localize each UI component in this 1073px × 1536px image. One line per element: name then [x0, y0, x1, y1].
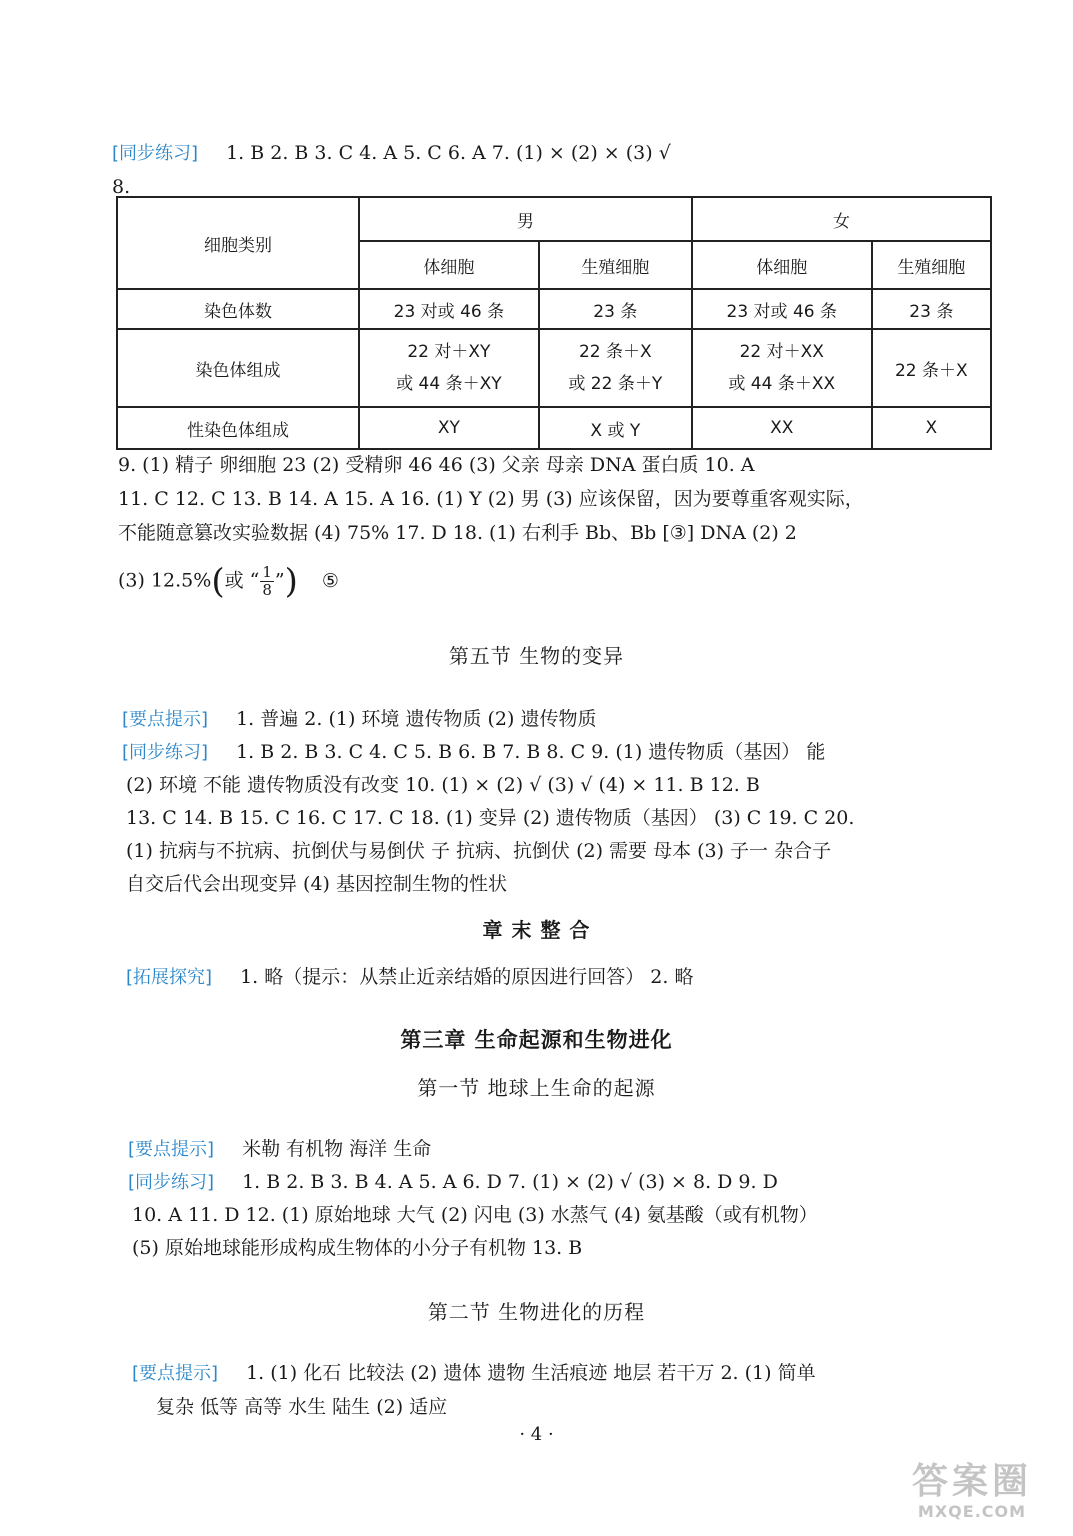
cell-line: 22 对＋XX — [739, 342, 824, 362]
answer-text: 1. 普遍 2. (1) 环境 遗传物质 (2) 遗传物质 — [236, 708, 597, 730]
answer-text: (3) 12.5% — [118, 569, 212, 592]
answer-text: 1. B 2. B 3. C 4. A 5. C 6. A 7. (1) × (2) × (3) √ — [226, 142, 671, 164]
fraction-numerator: 1 — [262, 563, 272, 581]
sync-practice-line-1 — [112, 140, 671, 167]
answer-line: 自交后代会出现变异 (4) 基因控制生物的性状 — [126, 873, 507, 895]
table-subheader: 生殖细胞 — [539, 241, 692, 289]
answer-line: 13. C 14. B 15. C 16. C 17. C 18. (1) 变异 (2) 遗传物质（基因） (3) C 19. C 20. — [126, 807, 855, 829]
answer-line: 11. C 12. C 13. B 14. A 15. A 16. (1) Y (2) 男 (3) 应该保留，因为要尊重客观实际， — [118, 488, 864, 510]
section-tag: [同步练习] — [122, 742, 209, 763]
circled-answer: ⑤ — [321, 569, 339, 592]
answer-text: 1. B 2. B 3. C 4. C 5. B 6. B 7. B 8. C 9. (1) 遗传物质（基因） 能 — [236, 741, 826, 763]
cell-line: 22 对＋XY — [407, 342, 491, 362]
answer-text: 1. (1) 化石 比较法 (2) 遗体 遗物 生活痕迹 地层 若干万 2. (1) 简单 — [246, 1362, 816, 1384]
fraction — [260, 564, 274, 599]
cell-line: 或 44 条＋XX — [728, 374, 836, 394]
table-cell — [539, 329, 692, 407]
extension-line — [126, 964, 693, 991]
cell-line: 22 条＋X — [894, 360, 968, 381]
answer-text: ” — [274, 569, 285, 592]
answer-text: 1. 略（提示：从禁止近亲结婚的原因进行回答） 2. 略 — [240, 966, 694, 988]
page-number: · 4 · — [519, 1424, 554, 1445]
cell-line: 22 条＋X — [578, 342, 652, 362]
answer-line: 不能随意篡改实验数据 (4) 75% 17. D 18. (1) 右利手 Bb、Bb [③] DNA (2) 2 — [118, 522, 797, 544]
table-cell — [872, 329, 991, 407]
section-tag: [要点提示] — [132, 1363, 219, 1384]
key-points-line — [122, 706, 596, 733]
question-8-label: 8. — [112, 176, 131, 198]
section-tag: [拓展探究] — [126, 967, 213, 988]
table-header-male: 男 — [359, 197, 692, 241]
section-tag: [要点提示] — [128, 1139, 215, 1160]
fraction-denominator: 8 — [262, 581, 272, 599]
table-cell: X — [872, 407, 991, 449]
table-cell — [359, 329, 539, 407]
answer-line: (1) 抗病与不抗病、抗倒伏与易倒伏 子 抗病、抗倒伏 (2) 需要 母本 (3) 子一 杂合子 — [126, 840, 832, 862]
table-cell: 23 条 — [539, 289, 692, 329]
table-corner-header: 细胞类别 — [117, 197, 359, 289]
table-cell: 23 条 — [872, 289, 991, 329]
answer-text: 或 “ — [224, 569, 260, 592]
key-points-line — [132, 1360, 816, 1387]
answer-text: 1. B 2. B 3. B 4. A 5. A 6. D 7. (1) × (2) √ (3) × 8. D 9. D — [242, 1171, 778, 1193]
watermark-text: 答案圈 — [911, 1461, 1032, 1502]
paren-right: ) — [284, 561, 298, 602]
answer-line: 9. (1) 精子 卵细胞 23 (2) 受精卵 46 46 (3) 父亲 母亲 DNA 蛋白质 10. A — [118, 454, 755, 476]
table-subheader: 生殖细胞 — [872, 241, 991, 289]
chromosome-table — [116, 196, 992, 450]
table-subheader: 体细胞 — [692, 241, 872, 289]
table-cell: X 或 Y — [539, 407, 692, 449]
table-subheader: 体细胞 — [359, 241, 539, 289]
answer-text: 米勒 有机物 海洋 生命 — [242, 1138, 432, 1160]
answer-line: 复杂 低等 高等 水生 陆生 (2) 适应 — [156, 1396, 448, 1418]
section-tag: [同步练习] — [128, 1172, 215, 1193]
key-points-line — [128, 1136, 431, 1163]
section-title: 章 末 整 合 — [482, 918, 591, 942]
row-label: 染色体数 — [117, 289, 359, 329]
section-title: 第二节 生物进化的历程 — [427, 1300, 646, 1324]
answer-line: 10. A 11. D 12. (1) 原始地球 大气 (2) 闪电 (3) 水蒸气 (4) 氨基酸（或有机物） — [132, 1204, 818, 1226]
cell-line: 或 22 条＋Y — [568, 374, 663, 394]
answer-line-fraction — [118, 561, 339, 602]
chapter-title: 第三章 生命起源和生物进化 — [400, 1028, 673, 1052]
row-label: 染色体组成 — [117, 329, 359, 407]
table-cell: 23 对或 46 条 — [359, 289, 539, 329]
table-row — [117, 329, 991, 407]
paren-left: ( — [211, 561, 225, 602]
sync-practice-line — [122, 739, 825, 766]
table-cell: XY — [359, 407, 539, 449]
table-row — [117, 289, 991, 329]
table-cell: XX — [692, 407, 872, 449]
answer-line: (2) 环境 不能 遗传物质没有改变 10. (1) × (2) √ (3) √ (4) × 11. B 12. B — [126, 774, 760, 796]
table-header-female: 女 — [692, 197, 991, 241]
table-row — [117, 407, 991, 449]
watermark-logo — [887, 1462, 1057, 1526]
answer-line: (5) 原始地球能形成构成生物体的小分子有机物 13. B — [132, 1237, 583, 1259]
section-tag: [要点提示] — [122, 709, 209, 730]
table-cell — [692, 329, 872, 407]
watermark-url: MXQE.COM — [917, 1502, 1027, 1521]
section-title: 第五节 生物的变异 — [448, 644, 625, 668]
section-title: 第一节 地球上生命的起源 — [417, 1076, 656, 1100]
table-cell: 23 对或 46 条 — [692, 289, 872, 329]
row-label: 性染色体组成 — [117, 407, 359, 449]
section-tag: [同步练习] — [112, 143, 199, 164]
cell-line: 或 44 条＋XY — [396, 374, 502, 394]
sync-practice-line — [128, 1169, 778, 1196]
